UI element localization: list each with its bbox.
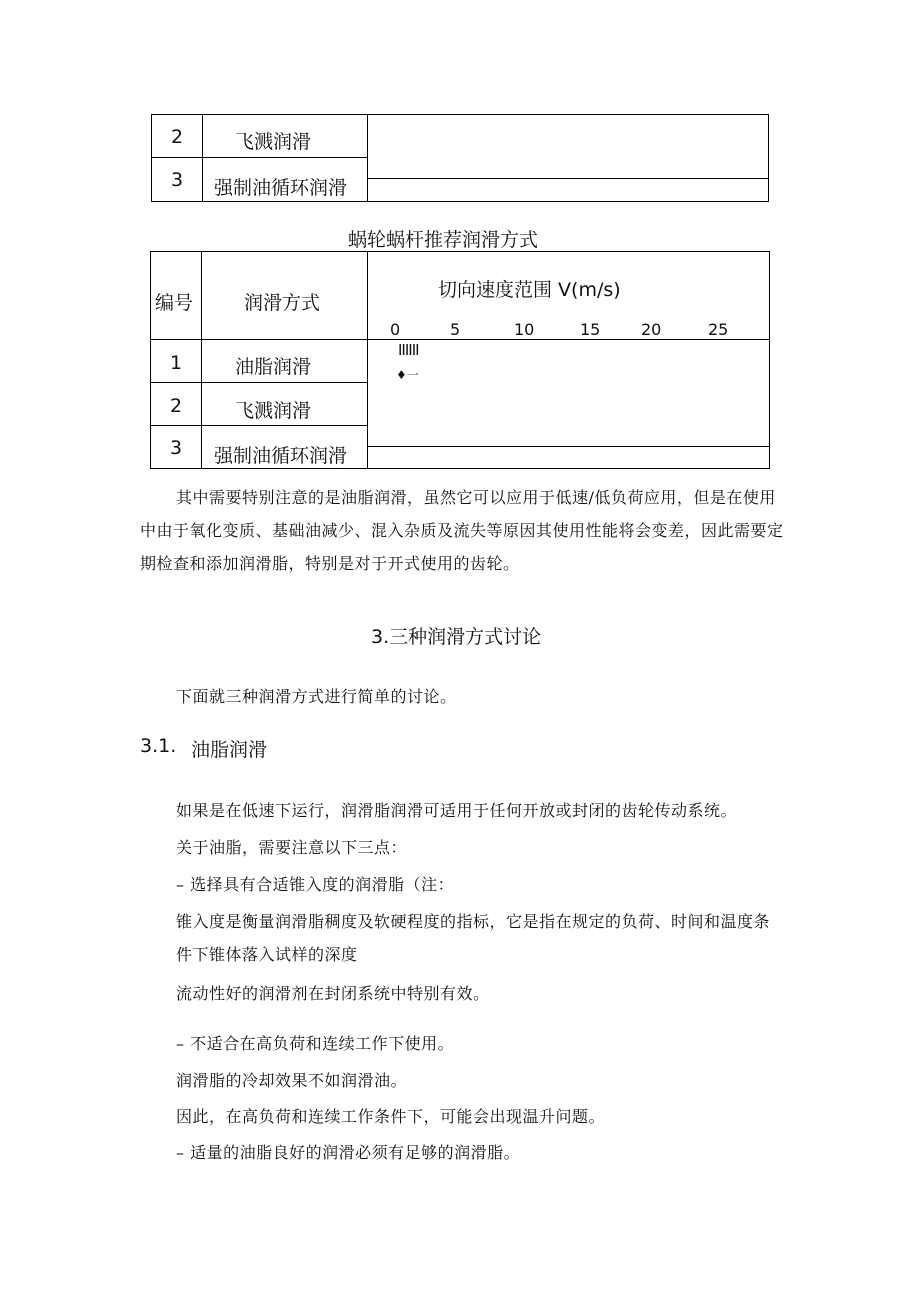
worm-table-row-method: 强制油循环润滑 bbox=[214, 445, 348, 467]
top-table-row-no: 3 bbox=[171, 169, 184, 191]
section-3-1-title: 油脂润滑 bbox=[191, 739, 268, 761]
top-table-row-method: 飞溅润滑 bbox=[235, 131, 312, 153]
worm-table-row-no: 3 bbox=[170, 437, 183, 459]
body-line: 流动性好的润滑剂在封闭系统中特别有效。 bbox=[176, 984, 490, 1003]
worm-table-row-no: 2 bbox=[170, 395, 183, 417]
worm-table-row-no: 1 bbox=[170, 352, 183, 374]
top-table-row-divider bbox=[151, 157, 368, 158]
worm-table-row-divider-1 bbox=[150, 382, 368, 383]
worm-table-row-method: 油脂润滑 bbox=[235, 356, 312, 378]
section-3-1-number: 3.1. bbox=[140, 735, 177, 757]
speed-range-arrow: ♦一 bbox=[396, 368, 419, 382]
bullet-line: – 不适合在高负荷和连续工作下使用。 bbox=[176, 1034, 455, 1053]
body-line: 因此，在高负荷和连续工作条件下，可能会出现温升问题。 bbox=[176, 1107, 606, 1126]
top-table-col-divider-2 bbox=[367, 114, 368, 202]
top-table-row-no: 2 bbox=[171, 126, 184, 148]
worm-table-header-divider bbox=[150, 339, 770, 340]
top-table-col-divider-1 bbox=[202, 114, 203, 202]
speed-tick-label: 15 bbox=[580, 320, 601, 339]
body-line: 润滑脂的冷却效果不如润滑油。 bbox=[176, 1071, 408, 1090]
worm-table-header-method: 润滑方式 bbox=[244, 292, 321, 314]
body-line: 关于油脂，需要注意以下三点： bbox=[176, 838, 408, 857]
section-3-title: 3.三种润滑方式讨论 bbox=[371, 626, 542, 648]
speed-tick-label: 5 bbox=[450, 320, 461, 339]
speed-tick-label: 25 bbox=[708, 320, 729, 339]
speed-tick-label: 0 bbox=[390, 320, 401, 339]
worm-table-range-line bbox=[367, 446, 770, 447]
worm-table-row-divider-2 bbox=[150, 425, 368, 426]
worm-table-header-range: 切向速度范围 V(m/s) bbox=[438, 279, 621, 301]
bullet-line: – 适量的油脂良好的润滑必须有足够的润滑脂。 bbox=[176, 1143, 521, 1162]
top-table-row-method: 强制油循环润滑 bbox=[214, 177, 348, 199]
section-3-intro: 下面就三种润滑方式进行简单的讨论。 bbox=[176, 687, 457, 706]
note-paragraph: 其中需要特别注意的是油脂润滑，虽然它可以应用于低速/低负荷应用，但是在使用中由于氧化变质、基础油减少、混入杂质及流失等原因其使用性能将会变差，因此需要定期检查和添加润滑脂，特别是对于开式使用的齿轮。 bbox=[140, 488, 784, 573]
worm-table-caption: 蜗轮蜗杆推荐润滑方式 bbox=[348, 229, 539, 251]
worm-table-col-divider-1 bbox=[201, 251, 202, 469]
speed-range-bars: IIIIII bbox=[398, 341, 419, 359]
bullet-line: – 选择具有合适锥入度的润滑脂（注： bbox=[176, 875, 455, 894]
worm-table-row-method: 飞溅润滑 bbox=[235, 400, 312, 422]
worm-table-col-divider-2 bbox=[367, 251, 368, 469]
speed-tick-label: 20 bbox=[641, 320, 662, 339]
body-paragraph: 锥入度是衡量润滑脂稠度及软硬程度的指标，它是指在规定的负荷、时间和温度条件下锥体落入试样的深度 bbox=[176, 912, 771, 964]
speed-tick-label: 10 bbox=[514, 320, 535, 339]
top-table-range-line bbox=[367, 178, 769, 179]
worm-table-header-no: 编号 bbox=[155, 292, 194, 314]
body-line: 如果是在低速下运行，润滑脂润滑可适用于任何开放或封闭的齿轮传动系统。 bbox=[176, 801, 738, 820]
